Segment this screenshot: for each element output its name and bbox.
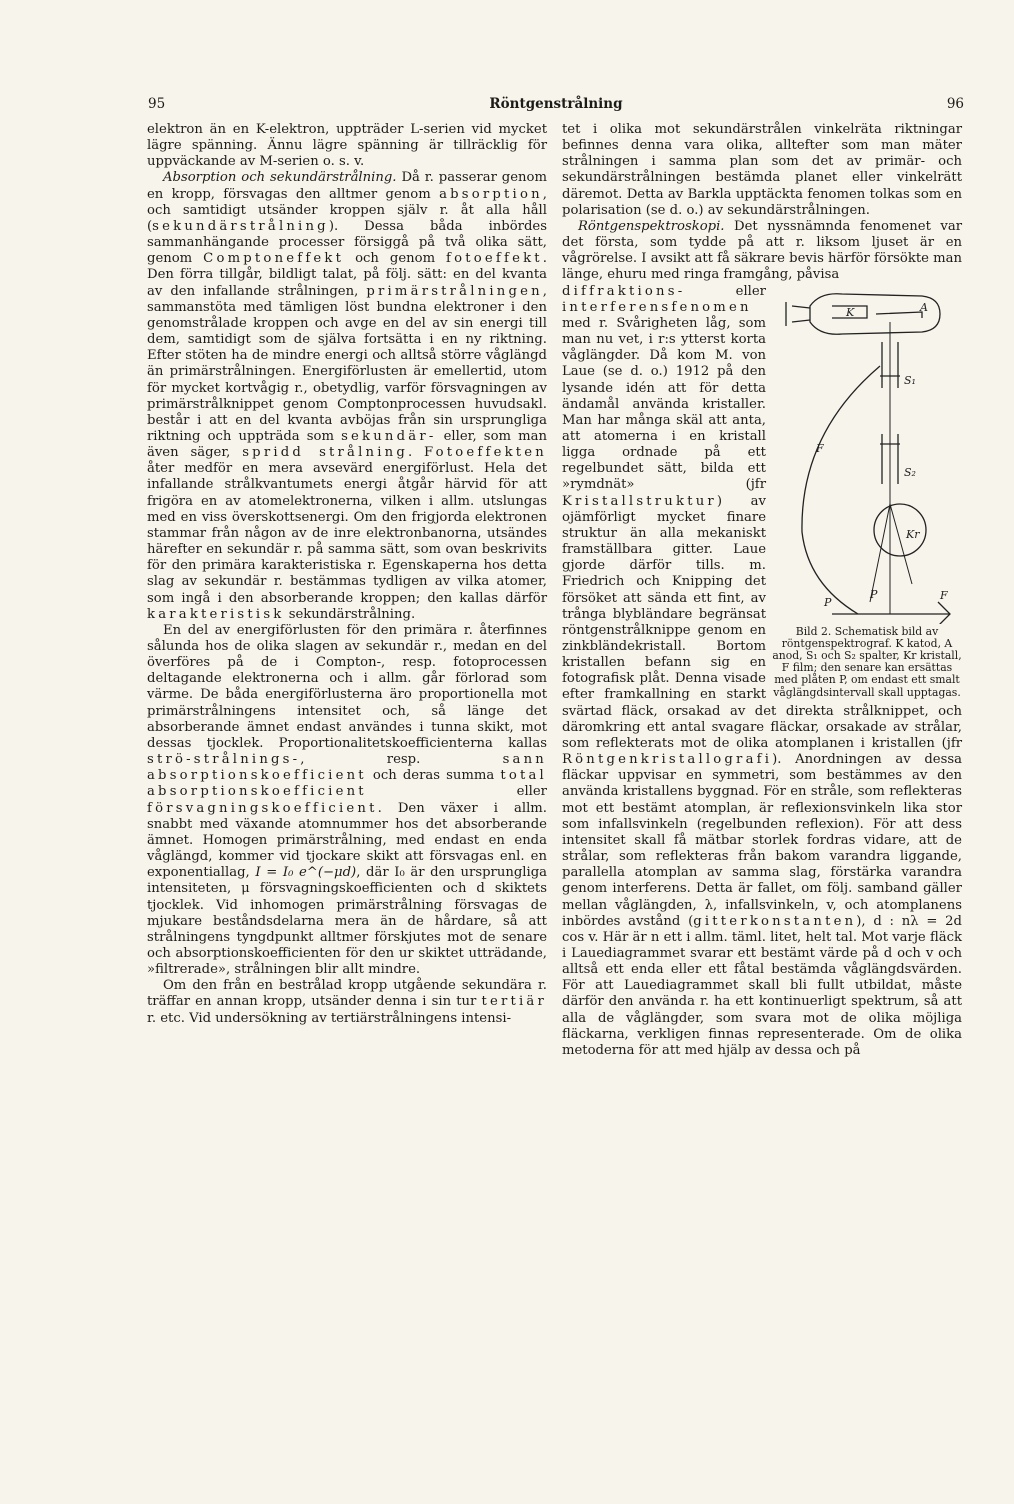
x-ray-tube <box>810 293 940 334</box>
paragraph <box>147 978 547 1026</box>
spaced-term: fotoeffekt <box>446 251 543 267</box>
text-run: , och samtidigt utsänder kroppen själv r. åt alla håll ( <box>147 186 547 234</box>
running-header <box>148 96 964 114</box>
paragraph <box>562 219 962 284</box>
spaced-term: sekundärstrålning <box>152 218 329 234</box>
text-run: och genom <box>355 251 436 267</box>
running-title: Röntgenstrålning <box>489 96 623 112</box>
spaced-term: strö-strålnings- <box>147 752 301 768</box>
text-run: , där I₀ är den ursprungliga intensiteten, μ försvagningskoefficienten och d skiktets tjocklek. Vid inhomogen primärstrålning försvagas de mjukare beståndsdelarna mera än de hårdare, så att strålningens tyngdpunkt alltmer förskjutes mot de senare och absorptionskoefficienten för den ur skiktet utträdande, »filtrerade», strålningen blir allt mindre. <box>147 865 547 978</box>
spaced-term: Kristallstruktur <box>562 493 717 509</box>
spaced-term: försvagningskoefficient <box>147 800 378 816</box>
text-run: Om den från en bestrålad kropp utgående sekundära r. träffar en annan kropp, utsänder denna i sin tur <box>147 978 547 1010</box>
spectrograph-diagram <box>772 284 962 624</box>
text-run: ), d : nλ = 2d cos v. Här är n ett i allm. täml. litet, helt tal. Mot varje fläck i Lauediagrammet svarar ett bestämt värde på d och v och alltså ett enda eller ett fåtal bestämda våglängdsvärden. För att Lauediagrammet skall bli fullt utbildat, måste därför den använda r. ha ett kontinuerligt spektrum, så att alla de våglängder, som svara mot de olika möjliga fläckarna, verkligen finnas representerade. Om de olika metoderna för att med hjälp av dessa och på <box>562 913 962 1058</box>
spaced-term: diffraktions- <box>562 283 686 299</box>
text-run: . Den växer i allm. snabbt med växande atomnummer hos det absorberande ämnet. Homogen primärstrålning, med endast en enda våglängd, kommer vid tjockare skikt att försvagas enl. en exponentiallag, <box>147 800 547 881</box>
spaced-term: Comptoneffekt <box>203 251 345 267</box>
label-f2: F <box>940 588 948 602</box>
text-run: Det nyssnämnda fenomenet var det första, som tydde på att r. liksom ljuset är en vågrörelse. I avsikt att få säkrare bevis härför försökte man länge, ehuru med ringa framgång, påvisa <box>562 218 962 283</box>
label-s1: S₁ <box>904 373 916 387</box>
spaced-term: primärstrålningen <box>366 283 543 299</box>
exponential-law-formula: I = I₀ e^(−μd) <box>255 865 357 881</box>
text-run: med r. Svårigheten låg, som man nu vet, i r:s ytterst korta våglängder. Då kom M. von Laue (se d. o.) 1912 på den lysande idén att för detta ändamål använda kristaller. Man har många skäl att anta, att atomerna i en kristall ligga ordnade på ett regelbundet sätt, bilda ett »rymdnät» (jfr <box>562 315 766 493</box>
spaced-term: Fotoeffekten <box>424 445 547 461</box>
paragraph <box>147 170 547 622</box>
text-run: ). Anordningen av dessa fläckar uppvisar en symmetri, som bestämmes av den använda kristallens byggnad. För en stråle, som reflekteras mot ett bestämt atomplan, är reflexionsvinkeln lika stor som infallsvinkeln (regelbunden reflexion). För att dess intensitet skall få mätbar storlek fordras vidare, att de strålar, som reflekteras från bakom varandra liggande, parallella atomplan av samma slag, förstärka varandra genom interferens. Detta är fallet, om följ. samband gäller mellan våglängden, λ, infallsvinkeln, v, och atomplanens inbördes avstånd ( <box>562 752 962 929</box>
spaced-term: gitterkonstanten <box>693 913 857 929</box>
figure-caption: Bild 2. Schematisk bild av röntgenspektrograf. K katod, A anod, S₁ och S₂ spalter, Kr kristall, F film; den senare kan ersättas med plåten P, om endast ett smalt våglängdsintervall skall upptagas. <box>772 624 962 699</box>
text-run: , resp. <box>300 752 421 768</box>
spaced-term: spridd strålning <box>242 445 408 461</box>
text-run: En del av energiförlusten för den primära r. återfinnes sålunda hos de olika slagen av sekundär r., medan en del överföres på de i Compton-, resp. fotoprocessen deltagande elektronerna och i allm. går förlorad som värme. De båda energiförlusterna äro proportionella mot primärstrålningens intensitet och, så länge det absorberande ämnet endast användes i tunna skikt, mot dessas tjocklek. Proportionalitetskoefficienterna kallas <box>147 622 547 751</box>
text-run: och deras summa <box>372 768 495 784</box>
film-arc <box>802 366 880 614</box>
paragraph: elektron än en K-elektron, uppträder L-serien vid mycket lägre spänning. Ännu lägre spänning är tillräcklig för uppväckande av M-serien o. s. v. <box>147 122 547 170</box>
spaced-term: absorption <box>439 186 543 202</box>
paragraph <box>147 623 547 978</box>
text-run: eller <box>516 784 547 800</box>
spaced-term: tertiär <box>481 994 547 1010</box>
text-run: eller, som man även säger, <box>147 428 547 461</box>
spaced-term: Röntgenkristallografi <box>562 752 773 768</box>
text-run: Då r. passerar genom en kropp, försvagas den alltmer genom <box>147 170 547 202</box>
section-heading-absorption: Absorption och sekundärstrålning. <box>163 170 397 186</box>
spaced-term: interferensfenomen <box>562 299 752 315</box>
left-column <box>147 122 547 1027</box>
anode-element <box>876 312 922 318</box>
right-column <box>562 122 962 1059</box>
label-a: A <box>920 300 928 314</box>
page-number-right: 96 <box>946 96 964 112</box>
spaced-term: total absorptionskoefficient <box>147 768 547 800</box>
text-run: ). Dessa båda inbördes sammanhängande processer försiggå på två olika sätt, genom <box>147 218 547 267</box>
spaced-term: sekundär- <box>341 428 437 444</box>
text-run: åter medför en mera avsevärd energiförlust. Hela det infallande strålkvantumets energi åtgår härvid för att frigöra en av atomelektronerna, vilken i allm. utslungas med en viss överskottsenergi. Om den frigjorda elektronen stammar från någon av de inre elektronbanorna, utsändes härefter en sekundär r. på samma sätt, som ovan beskrivits för den primära karakteristiska r. Egenskaperna hos detta slag av sekundär r. bestämmas tydligen av vilka atomer, som ingå i den absorberande kroppen; den kallas därför <box>147 461 547 606</box>
label-p2: P <box>870 587 878 601</box>
label-f: F <box>816 441 824 455</box>
text-run: sekundärstrålning. <box>288 606 416 622</box>
paragraph: tet i olika mot sekundärstrålen vinkelräta riktningar befinnes denna vara olika, alltefter som man mäter strålningen i samma plan som det av primär- och sekundärstrålningen bestämda planet eller vinkelrätt däremot. Detta av Barkla upptäckta fenomen tolkas som en polarisation (se d. o.) av sekundärstrålningen. <box>562 122 962 218</box>
label-p1: P <box>824 595 832 609</box>
text-run: , sammanstöta med tämligen löst bundna elektroner i den genomstrålade kroppen och avge en del av sin energi till dem, samtidigt som de själva fortsätta i en ny riktning. Efter stöten ha de mindre energi och alltså större våglängd än primärstrålningen. Energiförlusten är emellertid, utom för mycket kortvågig r., obetydlig, varför försvagningen av primärstrålknippet genom Comptonprocessen huvudsakl. består i att en del kvanta avböjas från sin ursprungliga riktning och uppträda som <box>147 283 547 444</box>
page-number-left: 95 <box>148 96 166 112</box>
text-run: ) av ojämförligt mycket finare struktur än alla mekaniskt framställbara gitter. Laue gjorde därför tills. m. Friedrich och Knipping det försöket att sända ett fint, av trånga blybländare begränsat röntgenstrålknippe genom en zinkbländekristall. Bortom kristallen befann sig en fotografisk plåt. Denna visade efter framkallning en starkt svärtad fläck, orsakad av det direkta strålknippet, och däromkring ett antal svagare fläckar, orsakade av strålar, som reflekterats mot de olika atomplanen i kristallen (jfr <box>562 493 962 751</box>
section-heading-spectroscopy: Röntgenspektroskopi. <box>578 218 725 234</box>
text-run: eller <box>735 283 766 299</box>
spectrograph-figure <box>772 284 962 704</box>
label-k: K <box>846 305 855 319</box>
label-kr: Kr <box>906 527 920 541</box>
text-run: r. etc. Vid undersökning av tertiärstrålningens intensi- <box>147 1010 512 1026</box>
text-run: . Den förra tillgår, bildligt talat, på följ. sätt: en del kvanta av den infallande strålningen, <box>147 251 547 299</box>
label-s2: S₂ <box>904 465 916 479</box>
cathode-connector <box>786 302 810 326</box>
arrow-head <box>938 602 950 624</box>
spaced-term: sann absorptionskoefficient <box>147 752 547 784</box>
text-run: . <box>407 445 413 461</box>
spaced-term: karakteristisk <box>147 606 285 622</box>
